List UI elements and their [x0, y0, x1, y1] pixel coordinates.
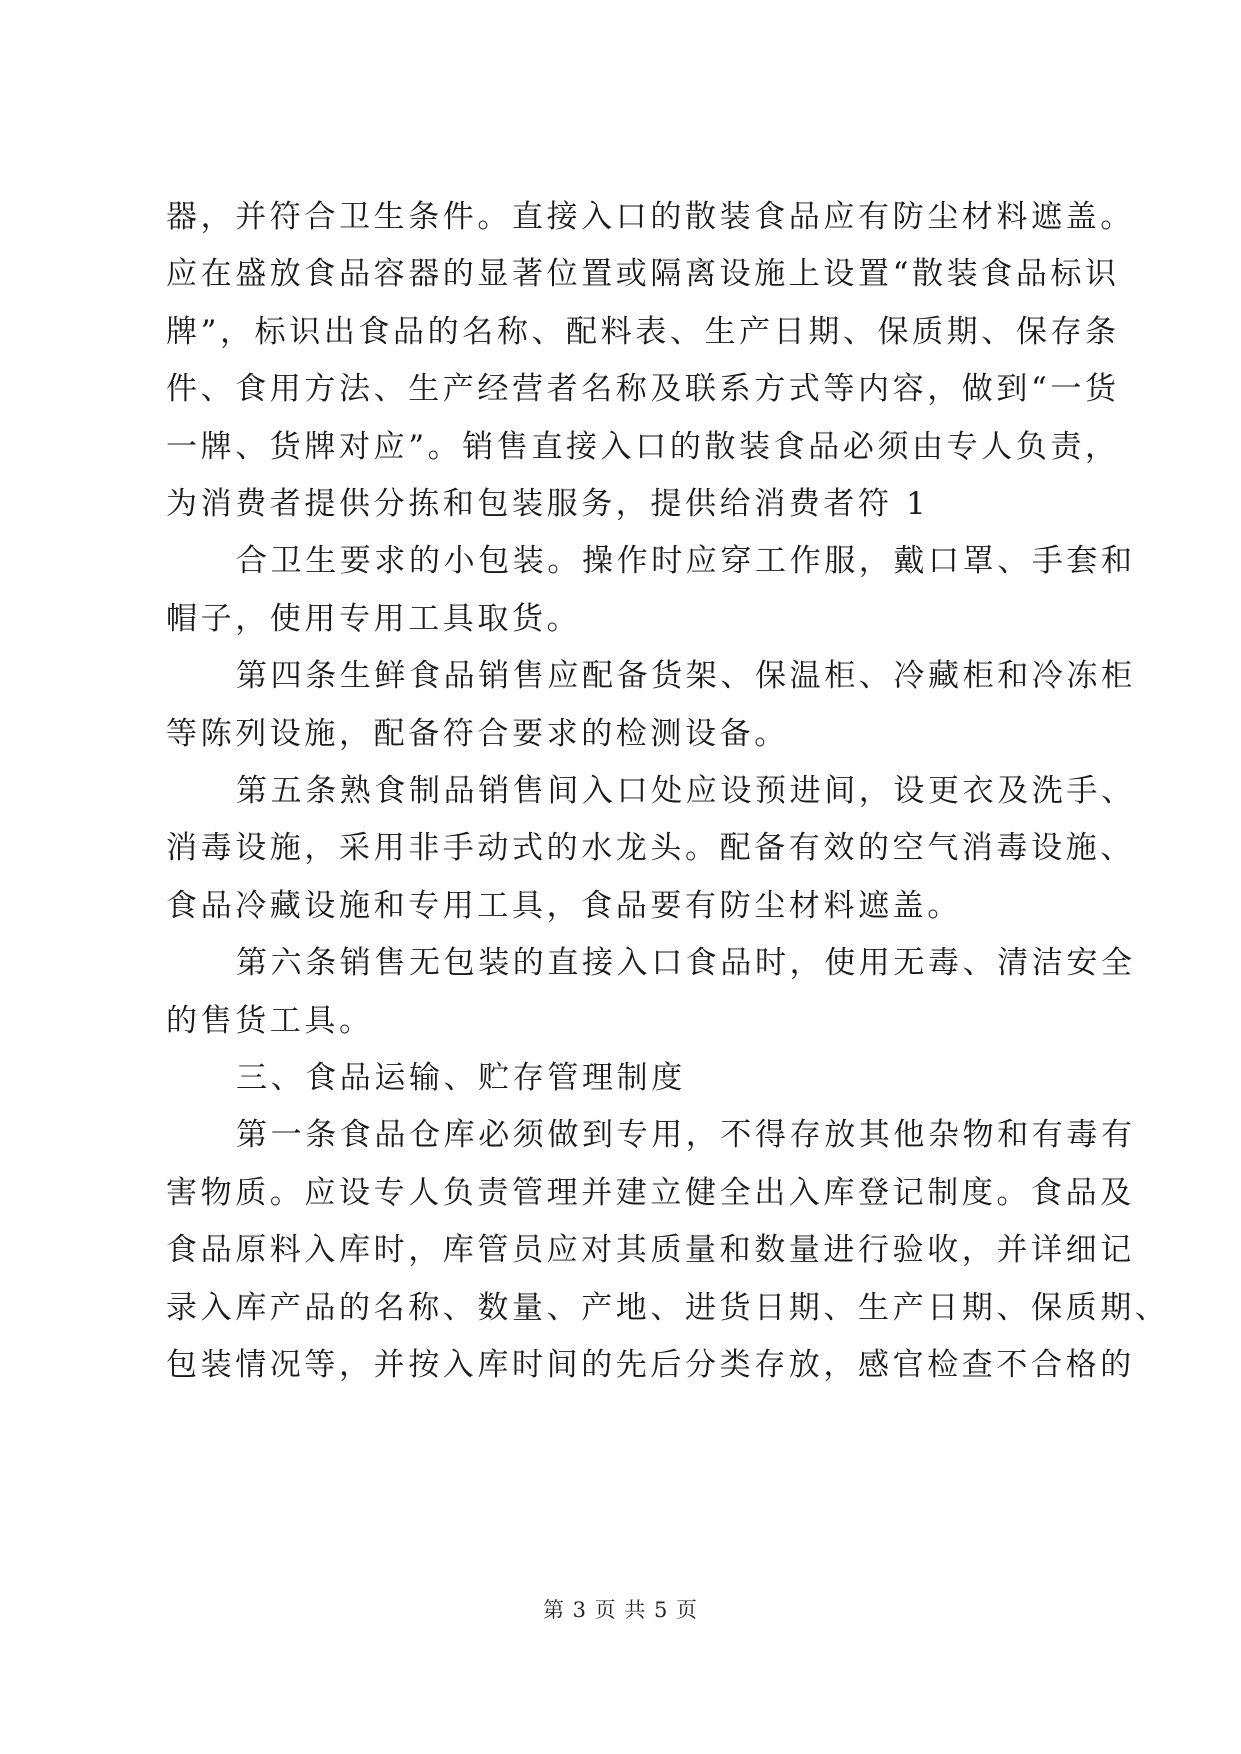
text-line: 第四条生鲜食品销售应配备货架、保温柜、冷藏柜和冷冻柜 — [236, 658, 1136, 695]
text-line: 为消费者提供分拣和包装服务，提供给消费者符 1 — [166, 486, 930, 522]
page-number-footer: 第 3 页 共 5 页 — [542, 1598, 699, 1622]
text-line: 第六条销售无包装的直接入口食品时，使用无毒、清洁安全 — [236, 945, 1136, 982]
text-line: 件、食用方法、生产经营者名称及联系方式等内容，做到“一货 — [166, 371, 1120, 408]
text-line: 害物质。应设专人负责管理并建立健全出入库登记制度。食品及 — [166, 1174, 1135, 1211]
text-line: 一牌、货牌对应”。销售直接入口的散装食品必须由专人负责， — [166, 428, 1120, 465]
text-line: 第一条食品仓库必须做到专用，不得存放其他杂物和有毒有 — [236, 1117, 1136, 1154]
text-line: 合卫生要求的小包装。操作时应穿工作服，戴口罩、手套和 — [236, 543, 1136, 580]
text-line: 录入库产品的名称、数量、产地、进货日期、生产日期、保质期、 — [166, 1289, 1170, 1326]
text-line: 帽子，使用专用工具取货。 — [166, 600, 582, 637]
text-line: 消毒设施，采用非手动式的水龙头。配备有效的空气消毒设施、 — [166, 830, 1135, 867]
text-line: 的售货工具。 — [166, 1002, 374, 1039]
section-heading: 三、食品运输、贮存管理制度 — [236, 1060, 686, 1096]
text-line: 第五条熟食制品销售间入口处应设预进间，设更衣及洗手、 — [236, 773, 1136, 809]
text-line: 食品冷藏设施和专用工具，食品要有防尘材料遮盖。 — [166, 887, 962, 924]
text-line: 器，并符合卫生条件。直接入口的散装食品应有防尘材料遮盖。 — [166, 199, 1135, 235]
text-line: 食品原料入库时，库管员应对其质量和数量进行验收，并详细记 — [166, 1232, 1135, 1269]
text-line: 等陈列设施，配备符合要求的检测设备。 — [166, 715, 789, 752]
text-line: 包装情况等，并按入库时间的先后分类存放，感官检查不合格的 — [166, 1347, 1135, 1383]
text-line: 应在盛放食品容器的显著位置或隔离设施上设置“散装食品标识 — [166, 256, 1120, 293]
text-line: 牌”，标识出食品的名称、配料表、生产日期、保质期、保存条 — [166, 313, 1120, 350]
